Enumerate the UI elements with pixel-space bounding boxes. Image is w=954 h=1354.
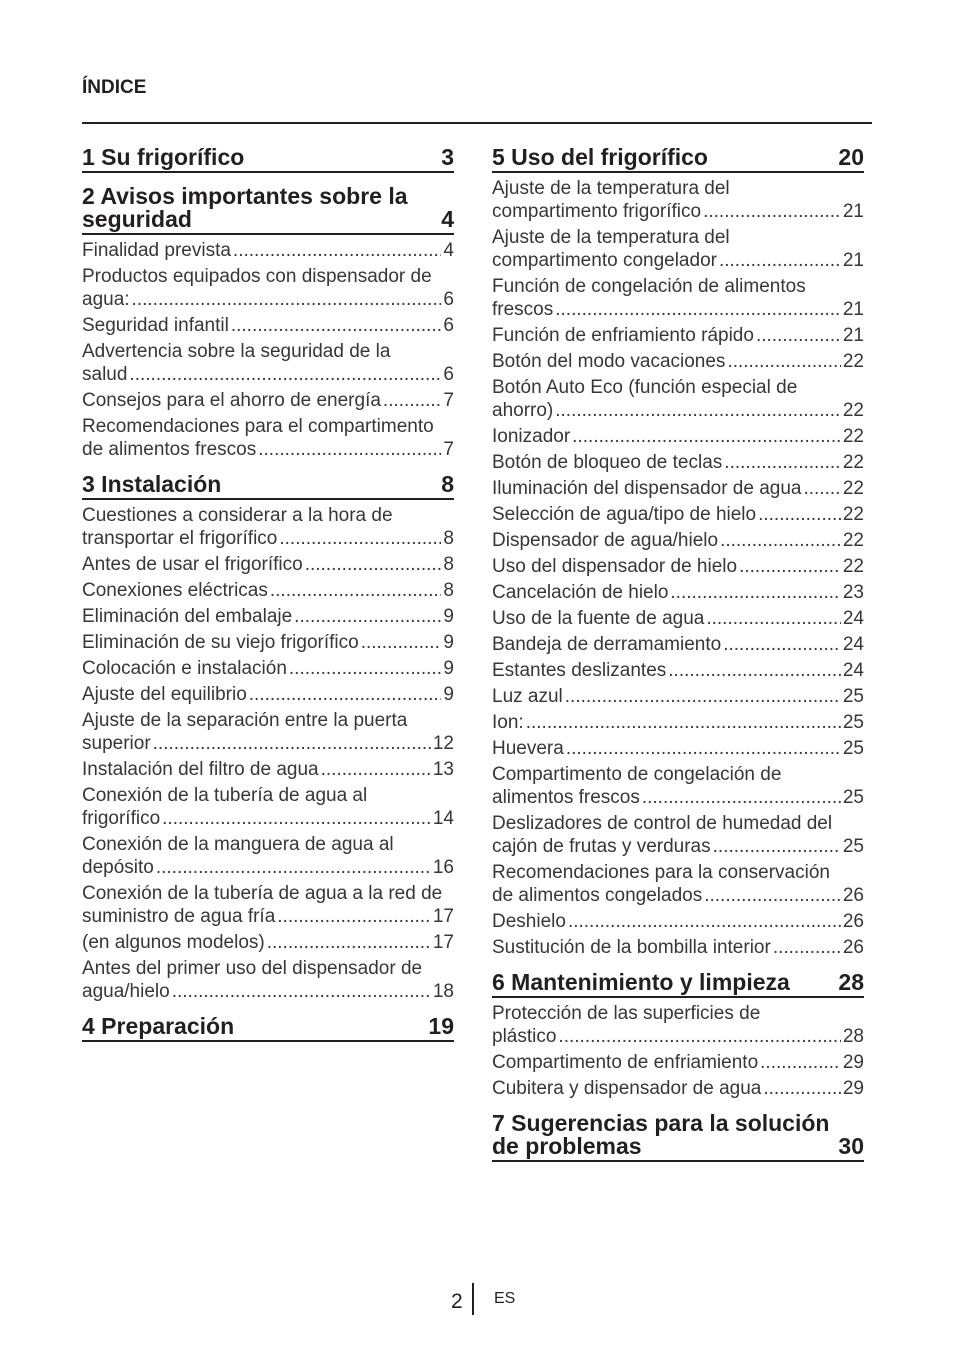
toc-entry-text: Eliminación de su viejo frigorífico	[82, 632, 359, 653]
dot-leader	[277, 905, 431, 928]
toc-entry-text: alimentos frescos	[492, 787, 640, 808]
dot-leader	[231, 314, 442, 337]
toc-entry-text: Ajuste de la temperatura del	[492, 227, 730, 248]
toc-section	[492, 1112, 864, 1162]
toc-entry-text: Cancelación de hielo	[492, 582, 669, 603]
toc-entry-text: Instalación del filtro de agua	[82, 759, 319, 780]
toc-section	[82, 1015, 454, 1042]
dot-leader	[129, 363, 441, 386]
toc-entry-page: 6	[443, 315, 454, 336]
toc-entry[interactable]	[492, 711, 864, 734]
page-title: ÍNDICE	[82, 77, 147, 98]
toc-entry-page: 25	[842, 686, 864, 707]
toc-entry-page: 8	[443, 554, 454, 575]
section-page-number: 3	[441, 144, 454, 170]
toc-entry-text: cajón de frutas y verduras	[492, 836, 711, 857]
toc-entry[interactable]	[492, 425, 864, 448]
toc-entry-page: 18	[432, 981, 454, 1002]
toc-entry-text: Huevera	[492, 738, 564, 759]
toc-entry-page: 22	[842, 351, 864, 372]
dot-leader	[739, 555, 841, 578]
toc-entry[interactable]	[82, 553, 454, 576]
toc-entry-page: 7	[443, 390, 454, 411]
dot-leader	[720, 529, 841, 552]
section-heading-line	[492, 971, 864, 994]
section-heading[interactable]	[82, 473, 454, 500]
toc-entry-line	[82, 579, 454, 602]
toc-entry[interactable]	[492, 376, 864, 422]
toc-entry[interactable]	[492, 350, 864, 373]
section-heading-text: 1 Su frigorífico	[82, 144, 245, 170]
dot-leader	[670, 581, 840, 604]
toc-left-column	[82, 146, 454, 1054]
toc-entry[interactable]	[492, 1077, 864, 1100]
toc-entry-page: 28	[842, 1026, 864, 1047]
toc-entry-page: 25	[842, 836, 864, 857]
toc-entry-text: Deslizadores de control de humedad del	[492, 813, 833, 834]
toc-entry-line	[492, 884, 864, 907]
toc-entry-text: Bandeja de derramamiento	[492, 634, 722, 655]
toc-entry-text: Función de congelación de alimentos	[492, 276, 806, 297]
toc-entry-text: superior	[82, 733, 151, 754]
toc-entry-text: Ion:	[492, 712, 524, 733]
toc-entry-line	[492, 711, 864, 734]
dot-leader	[756, 324, 841, 347]
toc-entry-text: agua/hielo	[82, 981, 170, 1002]
toc-entry-line	[492, 477, 864, 500]
toc-entry-page: 23	[842, 582, 864, 603]
toc-entry-page: 21	[842, 325, 864, 346]
section-heading-text: seguridad	[82, 206, 192, 232]
dot-leader	[558, 1025, 840, 1048]
toc-entry[interactable]	[492, 529, 864, 552]
toc-entry-page: 8	[443, 580, 454, 601]
toc-entry-line	[492, 249, 864, 272]
dot-leader	[270, 579, 442, 602]
section-heading[interactable]	[492, 146, 864, 173]
toc-entry[interactable]	[492, 581, 864, 604]
toc-entry-line	[82, 905, 454, 928]
toc-entry-line	[82, 605, 454, 628]
toc-entry[interactable]	[492, 812, 864, 858]
toc-entry-line	[82, 438, 454, 461]
toc-entry-text: plástico	[492, 1026, 557, 1047]
dot-leader	[555, 399, 841, 422]
section-heading-line	[492, 146, 864, 169]
dot-leader	[258, 438, 441, 461]
toc-entry-line	[82, 856, 454, 879]
toc-entry-text: Función de enfriamiento rápido	[492, 325, 754, 346]
toc-entry-line	[82, 631, 454, 654]
toc-entry-page: 9	[443, 684, 454, 705]
dot-leader	[305, 553, 442, 576]
toc-section	[82, 185, 454, 461]
dot-leader	[706, 607, 841, 630]
toc-entry-text: Sustitución de la bombilla interior	[492, 937, 771, 958]
toc-entry[interactable]	[82, 340, 454, 386]
toc-entry-page: 6	[443, 289, 454, 310]
toc-entry-text: Iluminación del dispensador de agua	[492, 478, 802, 499]
toc-entry-line	[82, 239, 454, 262]
toc-entry-line	[82, 980, 454, 1003]
toc-entry[interactable]	[82, 579, 454, 602]
section-page-number: 8	[441, 471, 454, 497]
dot-leader	[279, 527, 441, 550]
toc-entry-text: Dispensador de agua/hielo	[492, 530, 719, 551]
toc-entry[interactable]	[82, 784, 454, 830]
toc-entry-line	[492, 1051, 864, 1074]
toc-entry[interactable]	[492, 910, 864, 933]
toc-entry-page: 21	[842, 201, 864, 222]
section-heading[interactable]	[492, 1112, 864, 1162]
toc-entry-text: Ionizador	[492, 426, 571, 447]
toc-entry-text: Colocación e instalación	[82, 658, 287, 679]
toc-entry-line	[492, 659, 864, 682]
toc-entry-line	[492, 451, 864, 474]
toc-entry[interactable]	[82, 882, 454, 928]
toc-entry-line	[492, 835, 864, 858]
toc-section	[492, 146, 864, 959]
toc-entry[interactable]	[492, 275, 864, 321]
toc-entry-text: Conexiones eléctricas	[82, 580, 268, 601]
toc-entry-page: 25	[842, 712, 864, 733]
toc-entry-page: 25	[842, 738, 864, 759]
toc-entry-line	[492, 1077, 864, 1100]
toc-entry-page: 22	[842, 556, 864, 577]
section-heading-text: de problemas	[492, 1133, 642, 1159]
toc-entry-line	[492, 529, 864, 552]
section-heading-line	[82, 208, 454, 231]
toc-entry-page: 26	[842, 911, 864, 932]
toc-entry-page: 12	[432, 733, 454, 754]
section-heading[interactable]	[82, 146, 454, 173]
dot-leader	[289, 657, 442, 680]
toc-entry-page: 14	[432, 808, 454, 829]
toc-entry[interactable]	[492, 451, 864, 474]
toc-entry-text: Uso del dispensador de hielo	[492, 556, 738, 577]
dot-leader	[773, 936, 841, 959]
toc-entry-text: Luz azul	[492, 686, 563, 707]
toc-entry-page: 24	[842, 634, 864, 655]
toc-entry-line	[492, 737, 864, 760]
toc-entry-line	[82, 807, 454, 830]
toc-entry-text: Antes de usar el frigorífico	[82, 554, 303, 575]
dot-leader	[294, 605, 441, 628]
dot-leader	[267, 931, 431, 954]
toc-entry-page: 6	[443, 364, 454, 385]
dot-leader	[763, 1077, 841, 1100]
toc-right-column	[492, 146, 864, 1174]
dot-leader	[233, 239, 442, 262]
section-page-number: 28	[838, 969, 864, 995]
section-heading-line	[492, 1135, 864, 1158]
toc-entry-text: Compartimento de congelación de	[492, 764, 782, 785]
toc-entry-text: Botón del modo vacaciones	[492, 351, 726, 372]
toc-entry-line	[492, 425, 864, 448]
toc-section	[82, 146, 454, 173]
toc-entry[interactable]	[82, 683, 454, 706]
toc-entry-text: Conexión de la tubería de agua al	[82, 785, 368, 806]
dot-leader	[703, 200, 841, 223]
toc-entry-line	[492, 503, 864, 526]
toc-entry-page: 9	[443, 606, 454, 627]
toc-entry-text: agua:	[82, 289, 130, 310]
toc-entry[interactable]	[82, 389, 454, 412]
toc-entry[interactable]	[492, 503, 864, 526]
section-heading[interactable]	[492, 971, 864, 998]
toc-entry[interactable]	[492, 555, 864, 578]
toc-entry-page: 22	[842, 452, 864, 473]
dot-leader	[566, 737, 841, 760]
toc-entry-text: Productos equipados con dispensador de	[82, 266, 432, 287]
toc-entry-line	[82, 758, 454, 781]
section-heading[interactable]	[82, 185, 454, 235]
toc-entry-line	[82, 389, 454, 412]
dot-leader	[156, 856, 431, 879]
dot-leader	[153, 732, 431, 755]
toc-entry[interactable]	[82, 709, 454, 755]
section-page-number: 4	[441, 206, 454, 232]
toc-entry-line	[492, 685, 864, 708]
toc-entry-page: 26	[842, 937, 864, 958]
toc-entry-page: 4	[443, 240, 454, 261]
dot-leader	[804, 477, 841, 500]
toc-entry-text: Ajuste de la temperatura del	[492, 178, 730, 199]
toc-entry-line	[82, 657, 454, 680]
toc-entry[interactable]	[492, 633, 864, 656]
toc-entry-text: de alimentos frescos	[82, 439, 257, 460]
dot-leader	[713, 835, 841, 858]
section-heading-text: 5 Uso del frigorífico	[492, 144, 708, 170]
section-page-number: 19	[428, 1013, 454, 1039]
section-heading-line: 7 Sugerencias para la solución	[492, 1110, 830, 1136]
toc-entry[interactable]	[492, 685, 864, 708]
section-heading-line	[82, 473, 454, 496]
toc-entry-page: 16	[432, 857, 454, 878]
toc-entry-text: compartimento frigorífico	[492, 201, 702, 222]
toc-entry-line	[82, 314, 454, 337]
toc-entry-page: 25	[842, 787, 864, 808]
toc-entry-line	[82, 732, 454, 755]
section-page-number: 30	[838, 1133, 864, 1159]
toc-entry-text: Recomendaciones para el compartimento	[82, 416, 434, 437]
toc-entry-page: 22	[842, 426, 864, 447]
toc-entry[interactable]	[82, 504, 454, 550]
toc-entry-text: Seguridad infantil	[82, 315, 229, 336]
toc-entry[interactable]	[492, 324, 864, 347]
toc-entry-page: 22	[842, 530, 864, 551]
toc-entry-line	[82, 527, 454, 550]
toc-entry-text: Finalidad prevista	[82, 240, 231, 261]
toc-entry-line	[82, 553, 454, 576]
dot-leader	[704, 884, 841, 907]
toc-entry[interactable]	[82, 265, 454, 311]
toc-entry[interactable]	[492, 936, 864, 959]
dot-leader	[758, 503, 841, 526]
dot-leader	[526, 711, 841, 734]
section-heading-line	[82, 146, 454, 169]
dot-leader	[719, 249, 841, 272]
toc-entry-page: 9	[443, 658, 454, 679]
toc-entry-page: 17	[432, 906, 454, 927]
toc-entry[interactable]	[82, 605, 454, 628]
dot-leader	[723, 633, 841, 656]
toc-entry-text: Uso de la fuente de agua	[492, 608, 705, 629]
toc-entry-line	[492, 350, 864, 373]
toc-entry-page: 13	[432, 759, 454, 780]
toc-entry-text: Cubitera y dispensador de agua	[492, 1078, 762, 1099]
dot-leader	[668, 659, 841, 682]
toc-entry-page: 29	[842, 1052, 864, 1073]
toc-entry-text: Compartimento de enfriamiento	[492, 1052, 759, 1073]
toc-entry-text: Cuestiones a considerar a la hora de	[82, 505, 393, 526]
toc-entry-page: 22	[842, 478, 864, 499]
toc-entry-page: 26	[842, 885, 864, 906]
toc-entry-line	[492, 324, 864, 347]
toc-entry-text: Botón Auto Eco (función especial de	[492, 377, 798, 398]
toc-entry-text: Ajuste de la separación entre la puerta	[82, 710, 408, 731]
section-heading-text: 6 Mantenimiento y limpieza	[492, 969, 790, 995]
toc-entry-line	[492, 936, 864, 959]
toc-entry-text: Ajuste del equilibrio	[82, 684, 247, 705]
toc-entry-text: Consejos para el ahorro de energía	[82, 390, 381, 411]
toc-entry[interactable]	[492, 861, 864, 907]
section-heading-line	[82, 1015, 454, 1038]
footer-divider	[472, 1283, 474, 1315]
toc-entry-line	[492, 786, 864, 809]
section-heading-text: 3 Instalación	[82, 471, 222, 497]
toc-entry-text: Advertencia sobre la seguridad de la	[82, 341, 391, 362]
dot-leader	[162, 807, 431, 830]
toc-entry-text: de alimentos congelados	[492, 885, 703, 906]
dot-leader	[727, 350, 840, 373]
toc-entry-line	[82, 683, 454, 706]
toc-entry[interactable]	[82, 957, 454, 1003]
toc-entry[interactable]	[82, 314, 454, 337]
dot-leader	[555, 298, 841, 321]
dot-leader	[724, 451, 841, 474]
section-heading[interactable]	[82, 1015, 454, 1042]
dot-leader	[361, 631, 442, 654]
toc-entry-page: 17	[432, 932, 454, 953]
dot-leader	[568, 910, 841, 933]
toc-entry[interactable]	[82, 931, 454, 954]
toc-entry-text: Botón de bloqueo de teclas	[492, 452, 723, 473]
toc-entry-text: Estantes deslizantes	[492, 660, 667, 681]
dot-leader	[132, 288, 442, 311]
toc-section	[82, 473, 454, 1003]
dot-leader	[321, 758, 431, 781]
toc-entry-text: compartimento congelador	[492, 250, 717, 271]
toc-entry[interactable]	[492, 659, 864, 682]
toc-entry-text: Conexión de la tubería de agua a la red de	[82, 883, 443, 904]
toc-entry[interactable]	[492, 1002, 864, 1048]
toc-entry-line	[82, 931, 454, 954]
toc-entry[interactable]	[492, 226, 864, 272]
dot-leader	[172, 980, 431, 1003]
toc-entry-page: 22	[842, 504, 864, 525]
toc-entry-text: frescos	[492, 299, 554, 320]
toc-entry[interactable]	[82, 758, 454, 781]
page-number: 2	[451, 1290, 463, 1313]
toc-entry-page: 22	[842, 400, 864, 421]
section-page-number: 20	[838, 144, 864, 170]
dot-leader	[572, 425, 841, 448]
toc-entry-text: salud	[82, 364, 128, 385]
section-heading-line: 2 Avisos importantes sobre la	[82, 183, 408, 209]
toc-entry[interactable]	[492, 607, 864, 630]
toc-entry-page: 9	[443, 632, 454, 653]
toc-entry-text: suministro de agua fría	[82, 906, 276, 927]
toc-entry-text: Deshielo	[492, 911, 566, 932]
toc-entry[interactable]	[82, 833, 454, 879]
toc-entry-line	[492, 1025, 864, 1048]
toc-entry-text: Conexión de la manguera de agua al	[82, 834, 394, 855]
toc-entry-text: Selección de agua/tipo de hielo	[492, 504, 757, 525]
toc-entry-text: depósito	[82, 857, 154, 878]
dot-leader	[249, 683, 442, 706]
toc-entry[interactable]	[492, 1051, 864, 1074]
toc-entry-page: 21	[842, 299, 864, 320]
toc-entry-text: ahorro)	[492, 400, 554, 421]
toc-entry-page: 29	[842, 1078, 864, 1099]
toc-entry-line	[492, 910, 864, 933]
toc-entry[interactable]	[492, 177, 864, 223]
toc-entry-line	[492, 581, 864, 604]
toc-entry-line	[492, 200, 864, 223]
toc-entry-page: 7	[443, 439, 454, 460]
dot-leader	[760, 1051, 841, 1074]
toc-entry-line	[82, 363, 454, 386]
toc-entry-page: 24	[842, 608, 864, 629]
toc-entry-page: 24	[842, 660, 864, 681]
dot-leader	[565, 685, 841, 708]
toc-entry-text: transportar el frigorífico	[82, 528, 278, 549]
toc-entry-line	[492, 633, 864, 656]
toc-entry[interactable]	[492, 763, 864, 809]
toc-entry-text: Eliminación del embalaje	[82, 606, 293, 627]
toc-entry-text: (en algunos modelos)	[82, 932, 265, 953]
toc-entry-page: 21	[842, 250, 864, 271]
toc-entry[interactable]	[82, 239, 454, 262]
dot-leader	[642, 786, 841, 809]
toc-section	[492, 971, 864, 1100]
toc-entry-text: Recomendaciones para la conservación	[492, 862, 830, 883]
header-rule	[82, 122, 872, 124]
toc-entry[interactable]	[492, 737, 864, 760]
toc-entry-line	[82, 288, 454, 311]
toc-entry-line	[492, 298, 864, 321]
toc-entry-text: frigorífico	[82, 808, 161, 829]
toc-entry[interactable]	[82, 631, 454, 654]
toc-entry[interactable]	[82, 415, 454, 461]
toc-entry-text: Protección de las superficies de	[492, 1003, 761, 1024]
toc-entry-line	[492, 607, 864, 630]
toc-entry-line	[492, 555, 864, 578]
toc-entry-page: 8	[443, 528, 454, 549]
toc-entry-text: Antes del primer uso del dispensador de	[82, 958, 423, 979]
dot-leader	[383, 389, 442, 412]
toc-entry[interactable]	[82, 657, 454, 680]
language-code: ES	[494, 1290, 516, 1307]
toc-entry-line	[492, 399, 864, 422]
toc-entry[interactable]	[492, 477, 864, 500]
section-heading-text: 4 Preparación	[82, 1013, 235, 1039]
